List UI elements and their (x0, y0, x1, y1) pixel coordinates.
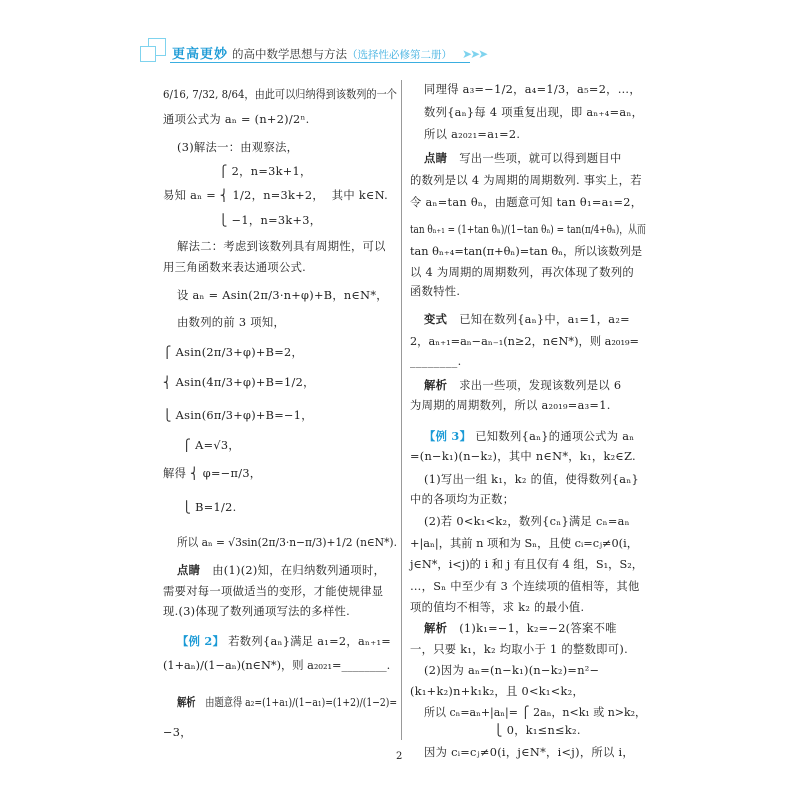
line-text: (k₁+k₂)n+k₁k₂，且 0<k₁<k₂， (410, 685, 585, 698)
line-text: 函数特性. (410, 285, 461, 298)
line-text: 的数列是以 4 为周期的周期数列. 事实上，若 (410, 174, 642, 187)
text-line (177, 316, 285, 330)
line-text: ⎧ Asin(2π/3+φ)+B=2， (163, 346, 304, 359)
line-text: (1)k₁=−1，k₂=−2(答案不唯 (459, 622, 617, 635)
line-text: 解法二：考虑到该数列具有周期性，可以 (177, 240, 386, 253)
line-text: j∈N*，i<j)的 i 和 j 有且仅有 4 组，S₁，S₂， (410, 558, 644, 571)
line-text: 项的值均不相等，求 k₂ 的最小值. (410, 601, 585, 614)
text-line (424, 515, 630, 529)
text-line (410, 558, 643, 572)
example-tag: 【例 2】 (177, 634, 225, 648)
text-line (424, 473, 639, 487)
line-text: 中的各项均为正数； (410, 493, 515, 506)
text-line (424, 706, 646, 720)
text-line (163, 376, 315, 390)
line-text: ⎩ −1，n=3k+3， (219, 214, 322, 227)
line-text: 通项公式为 aₙ = (n+2)/2ⁿ. (163, 113, 310, 126)
line-text: ⎧ 2，n=3k+1， (219, 165, 312, 178)
line-text: 由题意得 a₂=(1+a₁)/(1−a₁)=(1+2)/(1−2)= (205, 696, 398, 709)
section-label: 解析 (424, 379, 448, 392)
text-line (424, 83, 641, 97)
text-line (424, 429, 634, 444)
text-line (177, 696, 397, 710)
text-line (410, 245, 642, 259)
text-line (410, 643, 628, 657)
line-text: 解得 ⎨ φ=−π/3， (163, 467, 262, 480)
section-label: 变式 (424, 313, 448, 326)
line-text: (2)因为 aₙ=(n−k₁)(n−k₂)=n²− (424, 664, 600, 677)
line-text: ________. (410, 355, 462, 368)
text-line (410, 174, 642, 188)
line-text: (1)写出一组 k₁，k₂ 的值，使得数列{aₙ} (424, 473, 639, 486)
line-text: −3， (163, 726, 192, 739)
line-text: ⎩ Asin(6π/3+φ)+B=−1， (163, 409, 313, 422)
example-tag: 【例 3】 (424, 429, 472, 443)
text-line (410, 196, 642, 210)
line-text: ⎩ 0，k₁≤n≤k₂. (424, 724, 581, 737)
text-line (410, 493, 514, 507)
line-text: 若数列{aₙ}满足 a₁=2，aₙ₊₁= (228, 635, 392, 648)
text-line (424, 152, 622, 166)
line-text: (2)若 0<k₁<k₂，数列{cₙ}满足 cₙ=aₙ (424, 515, 630, 528)
text-line (163, 659, 390, 673)
line-text: 为周期的周期数列，所以 a₂₀₁₉=a₃=1. (410, 399, 611, 412)
line-text: 同理得 a₃=−1/2，a₄=1/3，a₅=2，…， (424, 83, 641, 96)
line-text: 现.(3)体现了数列通项写法的多样性. (163, 605, 351, 618)
line-text: tan θₙ₊₁ = (1+tan θₙ)/(1−tan θₙ) = tan(π/4+θₙ)，从而 (410, 223, 646, 236)
section-label: 点睛 (177, 564, 201, 577)
line-text: 求出一些项，发现该数列是以 6 (459, 379, 622, 392)
text-line (410, 580, 640, 594)
line-text: ⎩ B=1/2. (163, 501, 237, 514)
text-line (424, 379, 621, 393)
line-text: tan θₙ₊₄=tan(π+θₙ)=tan θₙ，所以该数列是 (410, 245, 643, 258)
line-text: 已知在数列{aₙ}中，a₁=1，a₂= (459, 313, 630, 326)
line-text: 用三角函数来表达通项公式. (163, 261, 307, 274)
text-line (163, 585, 383, 599)
line-text: ⎨ Asin(4π/3+φ)+B=1/2， (163, 376, 315, 389)
text-line (219, 214, 321, 228)
line-text: 由数列的前 3 项知， (177, 316, 286, 329)
text-line (410, 399, 611, 413)
text-line (410, 355, 461, 369)
text-line (424, 128, 520, 142)
line-text: 已知数列{aₙ}的通项公式为 aₙ (475, 430, 635, 443)
line-text: ⎧ A=√3， (163, 439, 240, 452)
line-text: 所以 a₂₀₂₁=a₁=2. (424, 128, 521, 141)
line-text: 所以 cₙ=aₙ+|aₙ|= ⎧ 2aₙ，n<k₁ 或 n>k₂， (424, 706, 647, 719)
line-text: 数列{aₙ}每 4 项重复出现，即 aₙ₊₄=aₙ， (424, 106, 644, 119)
line-text: (3)解法一：由观察法， (177, 141, 299, 154)
book-title-main: 的高中数学思想与方法 (232, 47, 348, 61)
text-line (163, 113, 310, 127)
line-text: 设 aₙ = Asin(2π/3·n+φ)+B，n∈N*， (177, 289, 388, 302)
line-text: 令 aₙ=tan θₙ，由题意可知 tan θ₁=a₁=2， (410, 196, 643, 209)
section-label: 解析 (424, 622, 448, 635)
text-line (177, 634, 391, 649)
line-text: 需要对每一项做适当的变形，才能使规律显 (163, 585, 384, 598)
book-subtitle: （选择性必修第二册） (347, 49, 453, 61)
line-text: =(n−k₁)(n−k₂)，其中 n∈N*，k₁，k₂∈Z. (410, 450, 636, 463)
line-text: 写出一些项，就可以得到题目中 (459, 152, 622, 165)
header-row (172, 43, 486, 62)
line-text: 6/16, 7/32, 8/64，由此可以归纳得到该数列的一个 (163, 88, 397, 101)
text-line (410, 537, 638, 551)
line-text: 因为 cᵢ=cⱼ≠0(i，j∈N*，i<j)，所以 i， (424, 746, 635, 759)
column-divider (401, 80, 402, 740)
text-line (424, 664, 599, 678)
line-text: +|aₙ|，其前 n 项和为 Sₙ，且使 cᵢ=cⱼ≠0(i， (410, 537, 638, 550)
text-line (177, 240, 386, 254)
section-label: 解析 (177, 696, 196, 709)
text-line (163, 88, 397, 102)
decorative-square (140, 46, 156, 62)
text-line (410, 601, 584, 615)
text-line (410, 285, 460, 299)
text-line (177, 289, 388, 303)
text-line (177, 536, 397, 550)
page-number: 2 (396, 751, 403, 762)
text-line (410, 450, 636, 464)
line-text: 易知 aₙ = ⎨ 1/2，n=3k+2， 其中 k∈N. (163, 189, 389, 202)
text-line (177, 564, 385, 578)
line-text: …，Sₙ 中至少有 3 个连续项的值相等，其他 (410, 580, 640, 593)
text-line (410, 223, 646, 237)
line-text: 一，只要 k₁，k₂ 均取小于 1 的整数即可). (410, 643, 628, 656)
text-line (424, 746, 634, 760)
text-line (424, 106, 643, 120)
text-line (163, 189, 388, 203)
text-line (410, 266, 634, 280)
text-line (424, 724, 581, 738)
running-header (140, 34, 560, 68)
text-line (163, 726, 192, 740)
line-text: 以 4 为周期的周期数列，再次体现了数列的 (410, 266, 635, 279)
line-text: 所以 aₙ = √3sin(2π/3·n−π/3)+1/2 (n∈N*). (177, 536, 397, 549)
text-line (177, 141, 298, 155)
text-line (424, 622, 617, 636)
text-line (219, 165, 312, 179)
arrows-icon: ➤➤➤ (462, 47, 487, 61)
line-text: 由(1)(2)知，在归纳数列通项时， (212, 564, 386, 577)
text-line (163, 346, 303, 360)
series-logo: 更高更妙 (172, 47, 229, 62)
text-line (163, 261, 306, 275)
text-line (163, 467, 261, 481)
header-rule (170, 62, 470, 63)
text-line (163, 409, 313, 423)
text-line (163, 501, 236, 515)
section-label: 点睛 (424, 152, 448, 165)
text-line (410, 685, 584, 699)
text-line (163, 605, 350, 619)
text-line (424, 313, 630, 327)
line-text: 2，aₙ₊₁=aₙ−aₙ₋₁(n≥2，n∈N*)，则 a₂₀₁₉= (410, 335, 639, 348)
text-line (410, 335, 639, 349)
line-text: (1+aₙ)/(1−aₙ)(n∈N*)，则 a₂₀₂₁=________. (163, 659, 391, 672)
text-line (163, 439, 240, 453)
book-title (232, 46, 452, 62)
